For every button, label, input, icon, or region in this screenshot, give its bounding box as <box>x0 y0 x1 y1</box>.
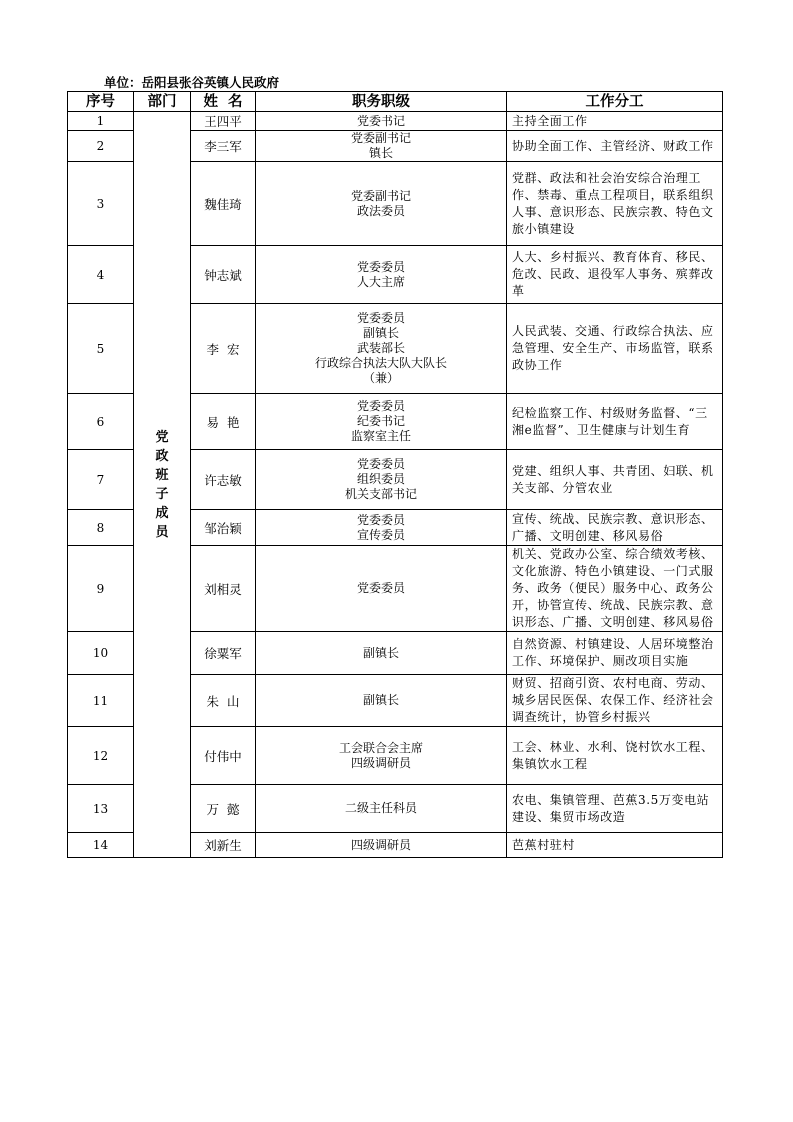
position-line: 宣传委员 <box>356 527 405 542</box>
position-cell <box>256 546 507 632</box>
position-cell <box>256 162 507 246</box>
position-line: 纪委书记 <box>356 414 405 428</box>
position-line: （兼） <box>362 371 399 385</box>
duty-cell <box>507 833 723 858</box>
duty-text: 协助全面工作、主管经济、财政工作 <box>512 138 714 153</box>
duty-text: 宣传、统战、民族宗教、意识形态、广播、文明创建、移风易俗 <box>512 511 714 543</box>
position-cell <box>256 304 507 394</box>
member-name: 李三军 <box>191 131 256 162</box>
member-name: 刘相灵 <box>191 546 256 632</box>
duty-text: 纪检监察工作、村级财务监督、“三湘e监督”、卫生健康与计划生育 <box>512 405 708 437</box>
row-number: 3 <box>68 162 134 246</box>
member-name: 朱 山 <box>191 675 256 727</box>
duty-cell <box>507 112 723 131</box>
duty-cell <box>507 304 723 394</box>
duty-text: 人民武装、交通、行政综合执法、应急管理、安全生产、市场监管，联系政协工作 <box>512 324 714 372</box>
member-name: 付伟中 <box>191 727 256 785</box>
member-name: 钟志斌 <box>191 246 256 304</box>
department-label: 党政班子成员 <box>155 429 169 540</box>
position-line: 监察室主任 <box>350 429 411 443</box>
table-body <box>68 112 723 858</box>
duty-text: 财贸、招商引资、农村电商、劳动、城乡居民医保、农保工作、经济社会调查统计，协管乡村振兴 <box>512 676 714 724</box>
header-name: 姓 名 <box>191 92 256 112</box>
position-cell <box>256 833 507 858</box>
unit-label: 单位：岳阳县张谷英镇人民政府 <box>104 75 280 90</box>
member-name: 万 懿 <box>191 785 256 833</box>
position-line: 副镇长 <box>362 326 399 340</box>
duty-cell <box>507 632 723 675</box>
position-cell <box>256 394 507 450</box>
position-line: 党委委员 <box>356 457 405 471</box>
position-line: 四级调研员 <box>350 837 411 852</box>
duty-cell <box>507 510 723 546</box>
row-number: 12 <box>68 727 134 785</box>
row-number: 2 <box>68 131 134 162</box>
position-line: 党委委员 <box>356 259 405 274</box>
position-line: 二级主任科员 <box>344 801 417 815</box>
position-line: 党委委员 <box>356 399 405 413</box>
position-line: 党委副书记 <box>350 188 411 203</box>
position-line: 政法委员 <box>356 203 405 218</box>
row-number: 11 <box>68 675 134 727</box>
position-line: 党委副书记 <box>350 131 411 145</box>
row-number: 8 <box>68 510 134 546</box>
position-cell <box>256 112 507 131</box>
duty-cell <box>507 727 723 785</box>
position-line: 党委委员 <box>356 512 405 527</box>
duty-text: 工会、林业、水利、饶村饮水工程、集镇饮水工程 <box>512 739 714 771</box>
member-name: 易 艳 <box>191 394 256 450</box>
duty-cell <box>507 394 723 450</box>
table-row <box>68 112 723 131</box>
duty-cell <box>507 450 723 510</box>
duty-text: 机关、党政办公室、综合绩效考核、文化旅游、特色小镇建设、一门式服务、政务（便民）服务中心、政务公开，协管宣传、统战、民族宗教、意识形态、广播、文明创建、移风易俗 <box>512 547 714 629</box>
position-line: 武装部长 <box>356 341 405 355</box>
position-line: 副镇长 <box>362 693 399 707</box>
position-line: 党委委员 <box>356 311 405 325</box>
row-number: 6 <box>68 394 134 450</box>
duty-text: 党建、组织人事、共青团、妇联、机关支部、分管农业 <box>512 463 714 495</box>
duty-text: 人大、乡村振兴、教育体育、移民、危改、民政、退役军人事务、殡葬改革 <box>512 250 714 298</box>
department-cell <box>134 112 191 858</box>
row-number: 13 <box>68 785 134 833</box>
duty-cell <box>507 675 723 727</box>
position-line: 镇长 <box>368 146 393 160</box>
duty-text: 自然资源、村镇建设、人居环境整治工作、环境保护、厕改项目实施 <box>512 637 714 668</box>
position-line: 工会联合会主席 <box>338 740 423 755</box>
position-cell <box>256 510 507 546</box>
row-number: 7 <box>68 450 134 510</box>
member-name: 许志敏 <box>191 450 256 510</box>
row-number: 14 <box>68 833 134 858</box>
staff-table <box>67 91 723 858</box>
duty-cell <box>507 546 723 632</box>
duty-cell <box>507 131 723 162</box>
position-cell <box>256 632 507 675</box>
position-cell <box>256 675 507 727</box>
duty-text: 主持全面工作 <box>512 113 588 128</box>
duty-text: 芭蕉村驻村 <box>512 837 576 852</box>
position-line: 四级调研员 <box>350 755 411 770</box>
row-number: 1 <box>68 112 134 131</box>
member-name: 王四平 <box>191 112 256 131</box>
row-number: 4 <box>68 246 134 304</box>
position-cell <box>256 727 507 785</box>
position-line: 人大主席 <box>356 274 405 289</box>
duty-cell <box>507 785 723 833</box>
row-number: 10 <box>68 632 134 675</box>
row-number: 5 <box>68 304 134 394</box>
duty-cell <box>507 246 723 304</box>
header-position: 职务职级 <box>256 92 507 112</box>
duty-text: 党群、政法和社会治安综合治理工作、禁毒、重点工程项目，联系组织人事、意识形态、民族宗教、特色文旅小镇建设 <box>512 170 714 236</box>
position-line: 副镇长 <box>362 645 399 660</box>
header-no: 序号 <box>68 92 134 112</box>
position-line: 组织委员 <box>356 472 405 486</box>
position-line: 机关支部书记 <box>344 487 417 501</box>
table-header-row <box>68 92 723 112</box>
position-line: 党委书记 <box>356 113 405 128</box>
position-cell <box>256 131 507 162</box>
member-name: 刘新生 <box>191 833 256 858</box>
row-number: 9 <box>68 546 134 632</box>
member-name: 徐粟军 <box>191 632 256 675</box>
position-cell <box>256 246 507 304</box>
member-name: 李 宏 <box>191 304 256 394</box>
duty-text: 农电、集镇管理、芭蕉3.5万变电站建设、集贸市场改造 <box>512 792 710 824</box>
header-duty: 工作分工 <box>507 92 723 112</box>
header-dept: 部门 <box>134 92 191 112</box>
position-cell <box>256 785 507 833</box>
position-cell <box>256 450 507 510</box>
member-name: 邹治颖 <box>191 510 256 546</box>
duty-cell <box>507 162 723 246</box>
member-name: 魏佳琦 <box>191 162 256 246</box>
position-line: 党委委员 <box>356 581 405 595</box>
position-line: 行政综合执法大队大队长 <box>314 356 447 370</box>
